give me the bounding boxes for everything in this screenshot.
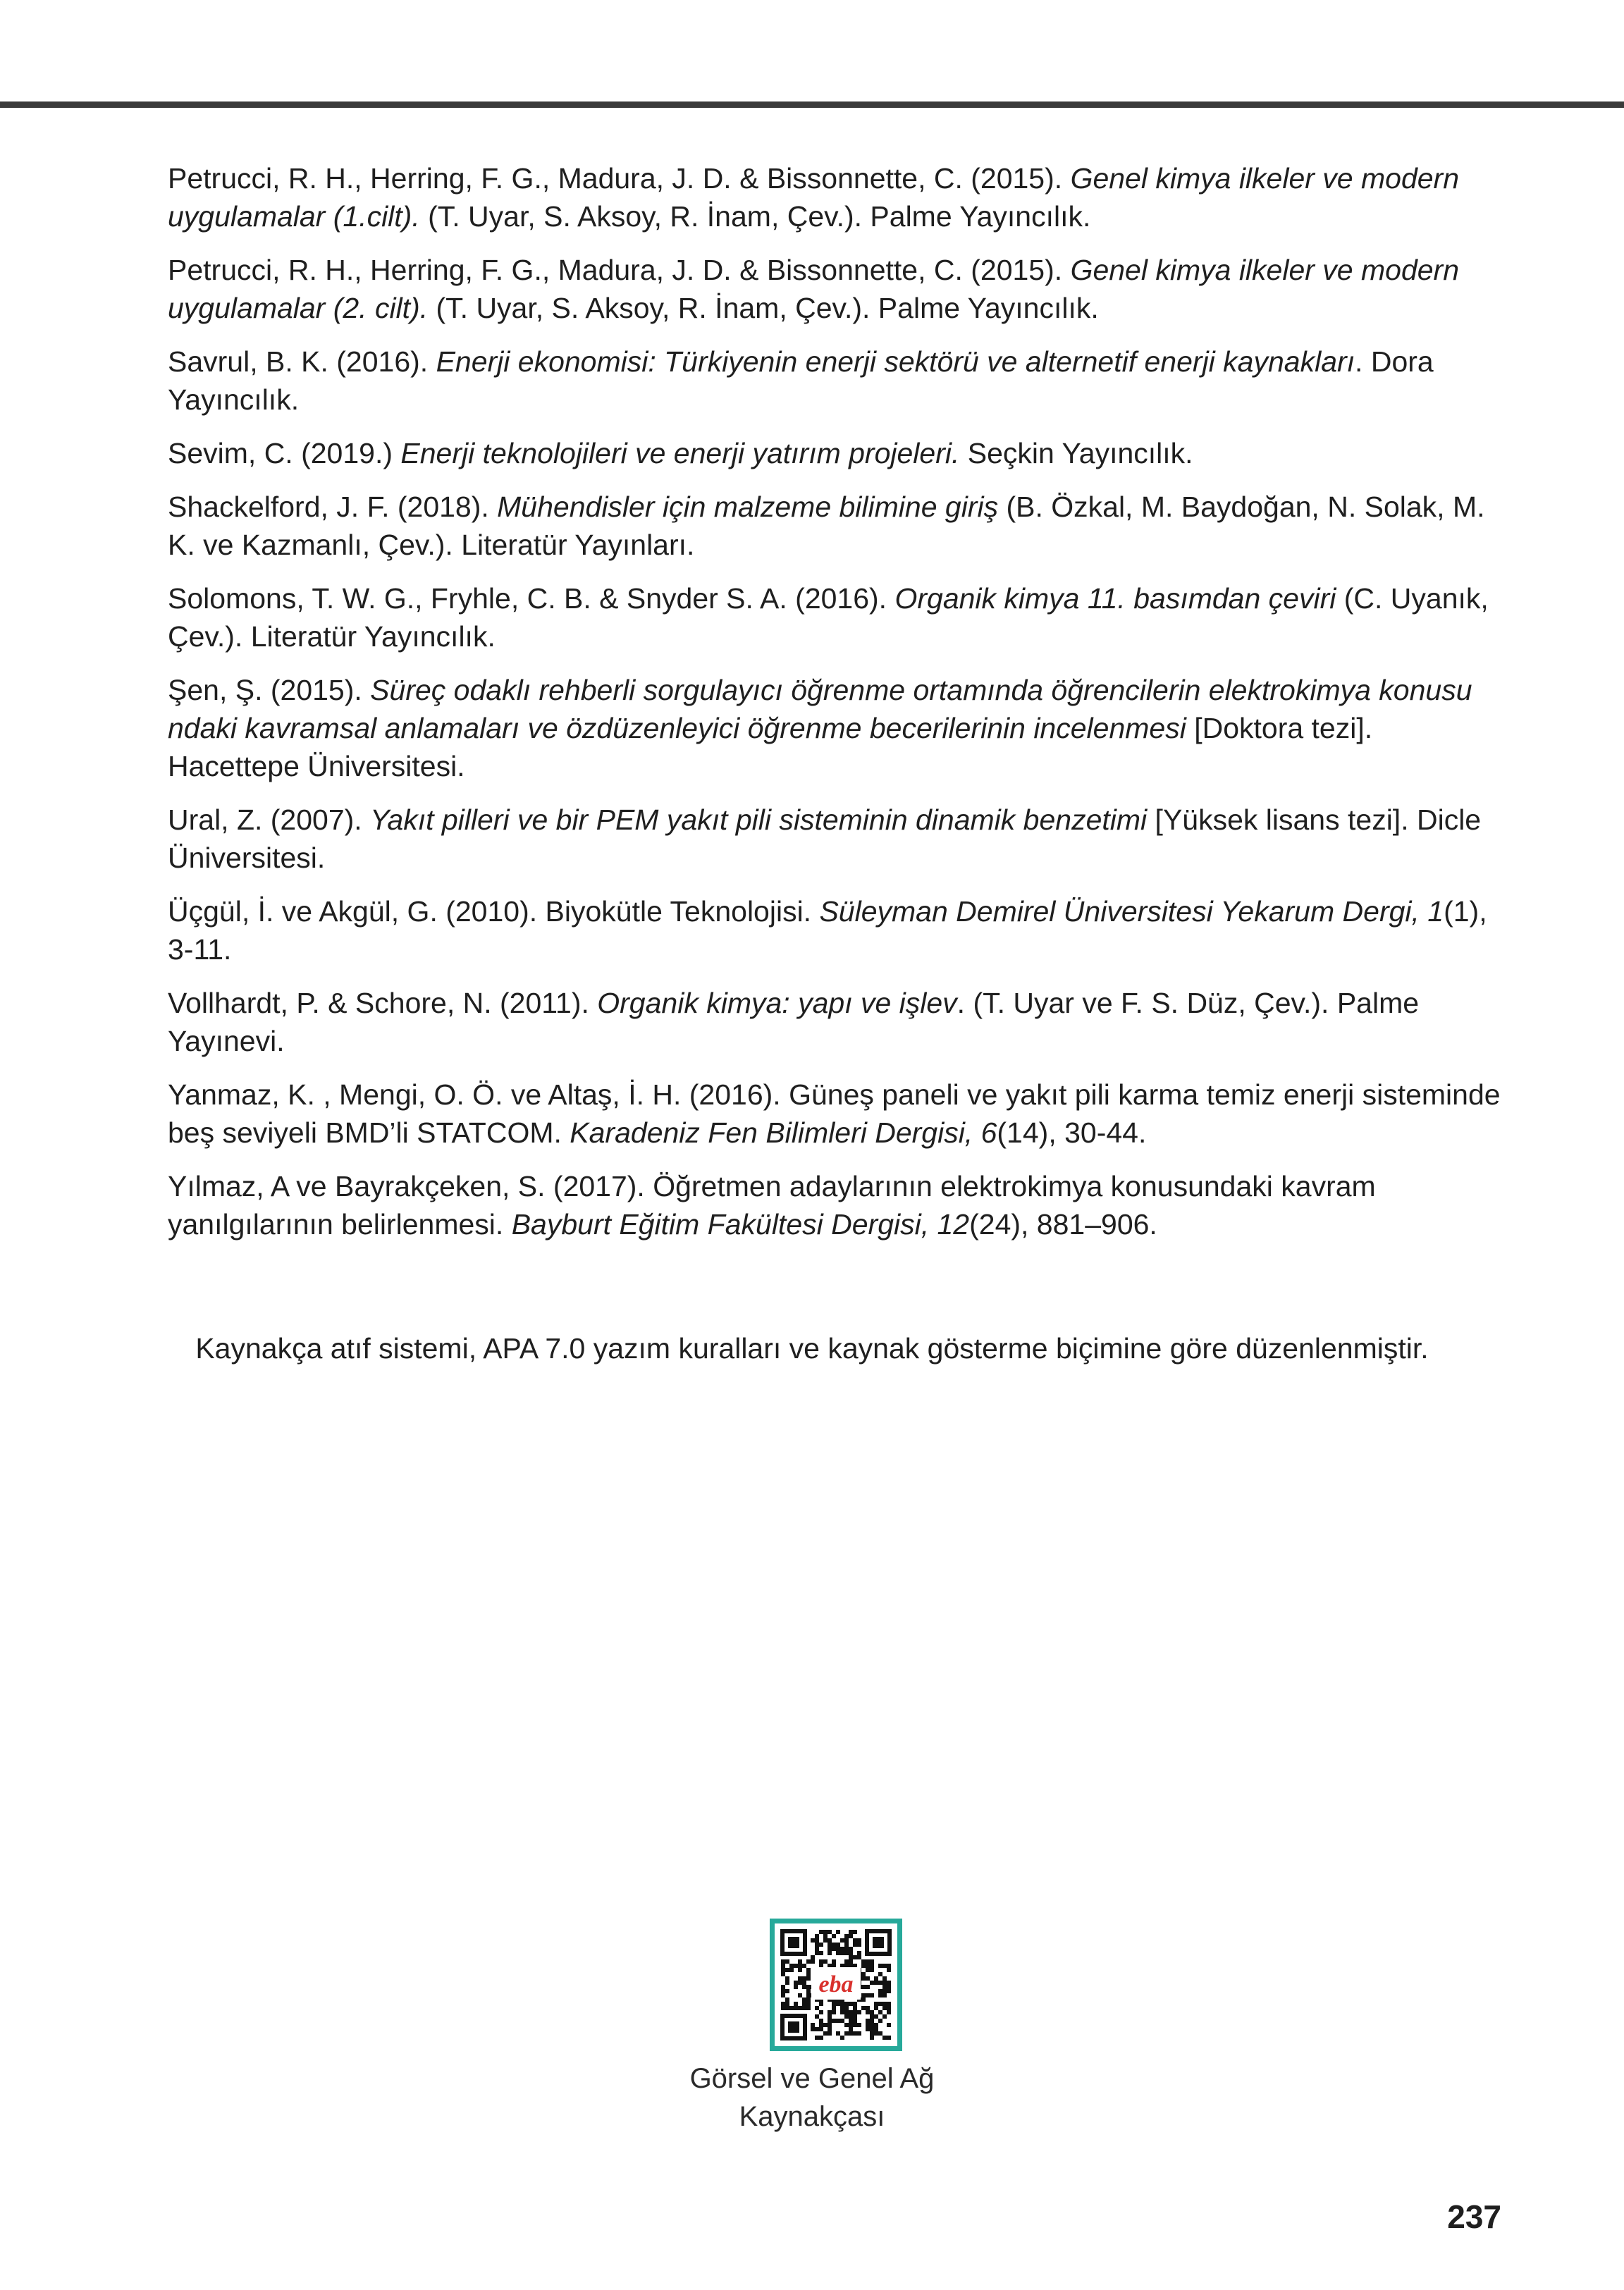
reference-item: Solomons, T. W. G., Fryhle, C. B. & Snyder S. A. (2016). Organik kimya 11. basımdan çeviri (C. Uyanık, Çev.). Literatür Yayıncılık. (168, 582, 1489, 653)
reference-item: Vollhardt, P. & Schore, N. (2011). Organik kimya: yapı ve işlev. (T. Uyar ve F. S. Düz, Çev.). Palme Yayınevi. (168, 987, 1420, 1057)
reference-item: Shackelford, J. F. (2018). Mühendisler için malzeme bilimine giriş (B. Özkal, M. Baydoğan, N. Solak, M. K. ve Kazmanlı, Çev.). Literatür Yayınları. (168, 491, 1485, 561)
qr-caption (0, 2060, 1624, 2136)
reference-item: Sevim, C. (2019.) Enerji teknolojileri ve enerji yatırım projeleri. Seçkin Yayıncılık. (168, 437, 1193, 469)
citation-style-note: Kaynakça atıf sistemi, APA 7.0 yazım kuralları ve kaynak gösterme biçimine göre düzenlenmiştir. (195, 1332, 1429, 1365)
qr-code[interactable] (770, 1919, 902, 2051)
qr-code-icon (775, 1923, 897, 2046)
reference-item: Üçgül, İ. ve Akgül, G. (2010). Biyokütle Teknolojisi. Süleyman Demirel Üniversitesi Yekarum Dergi, 1(1), 3-11. (168, 895, 1487, 966)
qr-caption-line2: Kaynakçası (739, 2101, 885, 2132)
page-number: 237 (1447, 2198, 1501, 2235)
eba-logo: eba (818, 1971, 854, 1997)
reference-item: Petrucci, R. H., Herring, F. G., Madura, J. D. & Bissonnette, C. (2015). Genel kimya ilkeler ve modern uygulamalar (2. cilt). (T. Uyar, S. Aksoy, R. İnam, Çev.). Palme Yayıncılık. (168, 254, 1460, 324)
top-rule (0, 101, 1624, 108)
reference-list (168, 159, 1507, 1259)
reference-item: Yanmaz, K. , Mengi, O. Ö. ve Altaş, İ. H. (2016). Güneş paneli ve yakıt pili karma temiz enerji sisteminde beş seviyeli BMD’li STATCOM. Karadeniz Fen Bilimleri Dergisi, 6(14), 30-44. (168, 1078, 1501, 1149)
reference-item: Yılmaz, A ve Bayrakçeken, S. (2017). Öğretmen adaylarının elektrokimya konusundaki kavram yanılgılarının belirlenmesi. Bayburt Eğitim Fakültesi Dergisi, 12(24), 881–906. (168, 1170, 1376, 1241)
reference-item: Ural, Z. (2007). Yakıt pilleri ve bir PEM yakıt pili sisteminin dinamik benzetimi [Yüksek lisans tezi]. Dicle Üniversitesi. (168, 804, 1482, 874)
qr-caption-line1: Görsel ve Genel Ağ (689, 2063, 935, 2094)
reference-item: Şen, Ş. (2015). Süreç odaklı rehberli sorgulayıcı öğrenme ortamında öğrencilerin elektrokimya konusu ndaki kavramsal anlamaları ve özdüzenleyici öğrenme becerilerinin incelenmesi [Doktora tezi]. Hacettepe Üniversitesi. (168, 674, 1472, 782)
reference-item: Savrul, B. K. (2016). Enerji ekonomisi: Türkiyenin enerji sektörü ve alternetif enerji kaynakları. Dora Yayıncılık. (168, 345, 1434, 416)
reference-item: Petrucci, R. H., Herring, F. G., Madura, J. D. & Bissonnette, C. (2015). Genel kimya ilkeler ve modern uygulamalar (1.cilt). (T. Uyar, S. Aksoy, R. İnam, Çev.). Palme Yayıncılık. (168, 162, 1460, 233)
